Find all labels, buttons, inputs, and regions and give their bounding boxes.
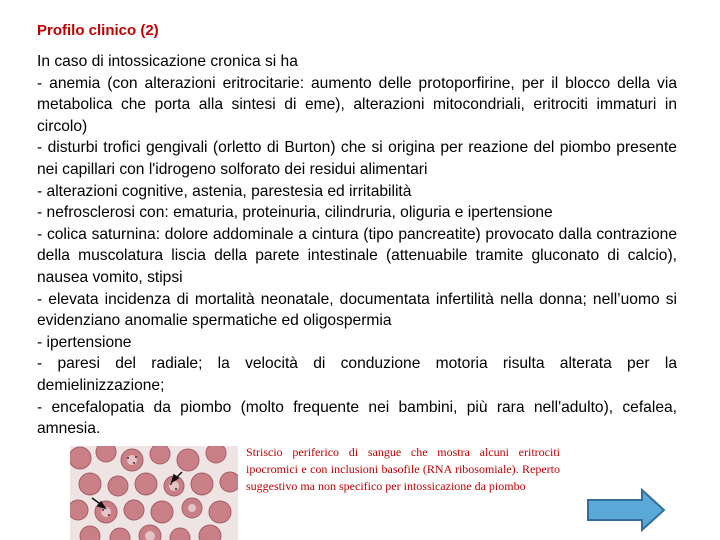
- intro-line: In caso di intossicazione cronica si ha: [37, 53, 298, 70]
- bullet-colica: - colica saturnina: dolore addominale a cintura (tipo pancreatite) provocato dalla contrazione della muscolatura liscia della parete intestinale (attenuabile tramite gluconato di calcio), nausea vomito, stipsi: [37, 225, 677, 286]
- blood-smear-image: [70, 446, 238, 540]
- bullet-paresi: - paresi del radiale; la velocità di conduzione motoria risulta alterata per la demielinizzazione;: [37, 355, 677, 394]
- bullet-mortalita: - elevata incidenza di mortalità neonatale, documentata infertilità nella donna; nell’uomo si evidenziano anomalie spermatiche ed oligospermia: [37, 290, 677, 330]
- right-arrow-icon: [586, 488, 666, 532]
- bullet-gengivali: - disturbi trofici gengivali (orletto di Burton) che si origina per reazione del piombo presente nei capillari con l'idrogeno solforato dei residui alimentari: [37, 139, 677, 178]
- slide-title: Profilo clinico (2): [37, 22, 159, 39]
- bullet-encefalopatia: - encefalopatia da piombo (molto frequente nei bambini, più rara nell'adulto), cefalea, amnesia.: [37, 398, 677, 438]
- blood-smear-illustration: [70, 446, 238, 540]
- figure-caption: Striscio periferico di sangue che mostra alcuni eritrociti ipocromici e con inclusioni basofile (RNA ribosomiale). Reperto suggestivo ma non specifico per intossicazione da piombo: [246, 445, 560, 493]
- bullet-ipertensione: - ipertensione: [37, 333, 132, 351]
- bullet-cognitive: - alterazioni cognitive, astenia, parestesia ed irritabilità: [37, 182, 412, 200]
- bullet-anemia: - anemia (con alterazioni eritrocitarie: aumento delle protoporfirine, per il blocco della via metabolica che porta alla sintesi di eme), alterazioni mitocondriali, eritrociti immaturi in circolo): [37, 74, 677, 135]
- slide-body: [37, 51, 677, 440]
- next-slide-button[interactable]: [586, 488, 666, 532]
- bullet-nefrosclerosi: - nefrosclerosi con: ematuria, proteinuria, cilindruria, oliguria e ipertensione: [37, 204, 553, 222]
